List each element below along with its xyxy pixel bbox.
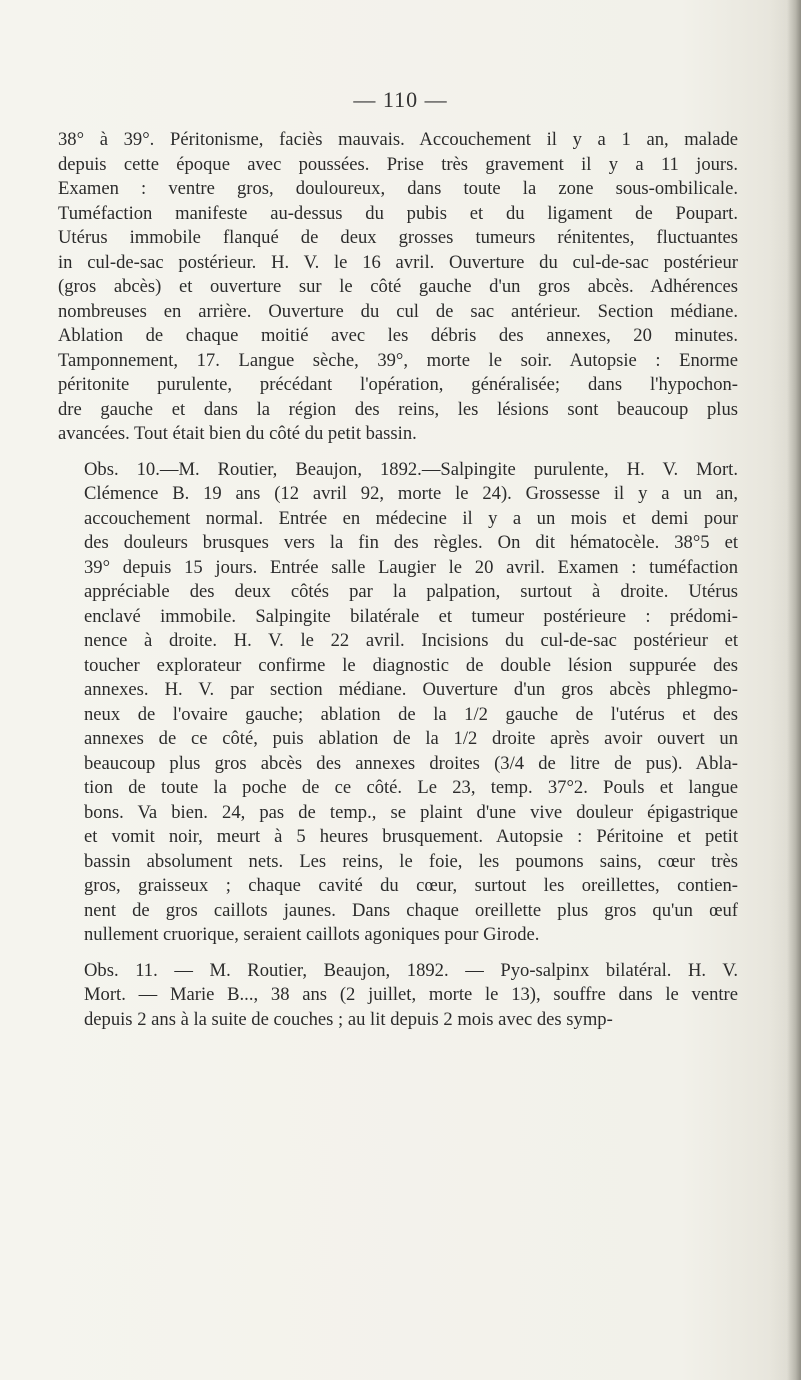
text-line: Ablation de chaque moitié avec les débris des annexes, 20 minutes.: [58, 325, 738, 346]
paragraph-continuation: [58, 128, 738, 447]
text-line: annexes. H. V. par section médiane. Ouverture d'un gros abcès phlegmo-: [84, 679, 738, 700]
text-line: toucher explorateur confirme le diagnostic de double lésion suppurée des: [84, 654, 738, 676]
text-line: Obs. 10.—M. Routier, Beaujon, 1892.—Salpingite purulente, H. V. Mort.: [84, 458, 738, 480]
text-line: depuis 2 ans à la suite de couches ; au lit depuis 2 mois avec des symp-: [84, 1008, 613, 1030]
text-line: nullement cruorique, seraient caillots agoniques pour Girode.: [84, 924, 540, 945]
text-line: Utérus immobile flanqué de deux grosses tumeurs rénitentes, fluctuantes: [58, 227, 738, 248]
text-line: Obs. 11. — M. Routier, Beaujon, 1892. — Pyo-salpinx bilatéral. H. V.: [84, 959, 738, 981]
text-line: nombreuses en arrière. Ouverture du cul de sac antérieur. Section médiane.: [58, 300, 738, 322]
text-line: Tuméfaction manifeste au-dessus du pubis et du ligament de Poupart.: [58, 202, 738, 224]
page-edge-shadow: [787, 0, 801, 1380]
text-line: annexes de ce côté, puis ablation de la 1/2 droite après avoir ouvert un: [84, 728, 738, 749]
text-line: bassin absolument nets. Les reins, le foie, les poumons sains, cœur très: [84, 850, 738, 872]
text-line: bons. Va bien. 24, pas de temp., se plaint d'une vive douleur épigastrique: [84, 801, 738, 823]
text-line: (gros abcès) et ouverture sur le côté gauche d'un gros abcès. Adhérences: [58, 276, 738, 297]
text-line: Tamponnement, 17. Langue sèche, 39°, morte le soir. Autopsie : Enorme: [58, 349, 738, 371]
text-line: in cul-de-sac postérieur. H. V. le 16 avril. Ouverture du cul-de-sac postérieur: [58, 251, 738, 273]
text-line: des douleurs brusques vers la fin des règles. On dit hématocèle. 38°5 et: [84, 532, 738, 553]
text-line: nence à droite. H. V. le 22 avril. Incisions du cul-de-sac postérieur et: [84, 630, 738, 651]
page-number: — 110 —: [353, 87, 448, 112]
text-line: accouchement normal. Entrée en médecine il y a un mois et demi pour: [84, 507, 738, 529]
paragraph-obs-10: [58, 458, 738, 948]
text-line: et vomit noir, meurt à 5 heures brusquement. Autopsie : Péritoine et petit: [84, 826, 738, 847]
text-line: 38° à 39°. Péritonisme, faciès mauvais. Accouchement il y a 1 an, malade: [58, 129, 738, 150]
text-line: depuis cette époque avec poussées. Prise très gravement il y a 11 jours.: [58, 153, 738, 175]
text-line: péritonite purulente, précédant l'opération, généralisée; dans l'hypochon-: [58, 374, 738, 395]
text-line: tion de toute la poche de ce côté. Le 23, temp. 37°2. Pouls et langue: [84, 777, 738, 798]
text-line: avancées. Tout était bien du côté du petit bassin.: [58, 423, 417, 444]
text-line: gros, graisseux ; chaque cavité du cœur, surtout les oreillettes, contien-: [84, 875, 738, 896]
paragraph-obs-11: [58, 959, 738, 1033]
text-line: beaucoup plus gros abcès des annexes droites (3/4 de litre de pus). Abla-: [84, 752, 738, 774]
text-line: appréciable des deux côtés par la palpation, surtout à droite. Utérus: [84, 581, 738, 602]
text-line: 39° depuis 15 jours. Entrée salle Laugier le 20 avril. Examen : tuméfaction: [84, 556, 738, 578]
text-line: Examen : ventre gros, douloureux, dans toute la zone sous-ombilicale.: [58, 178, 738, 199]
text-line: enclavé immobile. Salpingite bilatérale et tumeur postérieure : prédomi-: [84, 605, 738, 627]
text-line: neux de l'ovaire gauche; ablation de la 1/2 gauche de l'utérus et des: [84, 703, 738, 725]
body-text: [58, 128, 738, 1043]
text-line: Clémence B. 19 ans (12 avril 92, morte le 24). Grossesse il y a un an,: [84, 483, 738, 504]
text-line: Mort. — Marie B..., 38 ans (2 juillet, morte le 13), souffre dans le ventre: [84, 984, 738, 1005]
text-line: nent de gros caillots jaunes. Dans chaque oreillette plus gros qu'un œuf: [84, 899, 738, 921]
text-line: dre gauche et dans la région des reins, les lésions sont beaucoup plus: [58, 398, 738, 420]
